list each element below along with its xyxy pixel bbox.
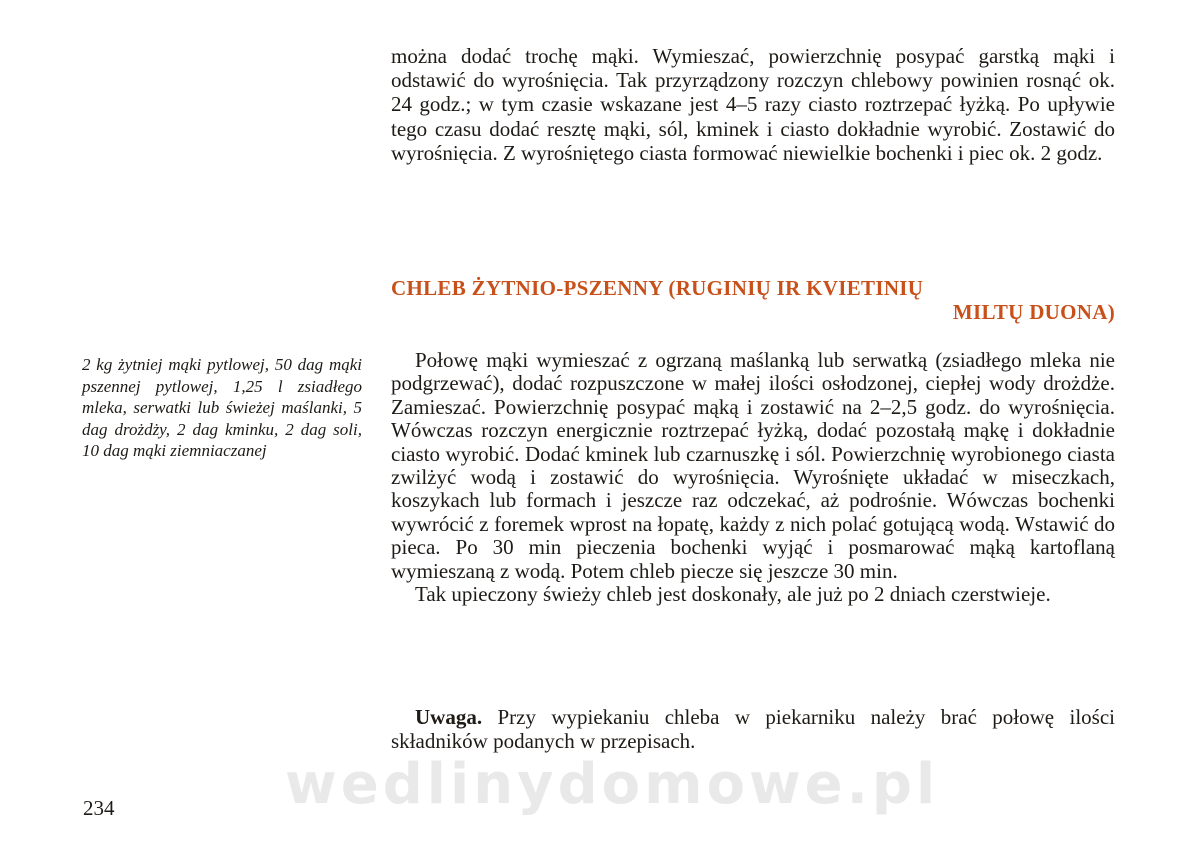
recipe-instructions — [391, 349, 1115, 606]
ingredients-list: 2 kg żytniej mąki pytlowej, 50 dag mąki pszennej pytlowej, 1,25 l zsiadłego mleka, serwatki lub świeżej maślanki, 5 dag drożdży, 2 dag kminku, 2 dag soli, 10 dag mąki ziemniaczanej — [82, 355, 362, 461]
watermark: wedlinydomowe.pl — [285, 752, 940, 817]
continued-recipe-paragraph: można dodać trochę mąki. Wymieszać, powierzchnię posypać garstką mąki i odstawić do wyrośnięcia. Tak przyrządzony rozczyn chlebowy powinien rosnąć ok. 24 godz.; w tym czasie wskazane jest 4–5 razy ciasto roztrzepać łyżką. Po upływie tego czasu dodać resztę mąki, sól, kminek i ciasto dokładnie wyrobić. Zostawić do wyrośnięcia. Z wyrośniętego ciasta formować niewielkie bochenki i piec ok. 2 godz. — [391, 44, 1115, 165]
note-label: Uwaga. — [415, 705, 483, 729]
instructions-paragraph-2: Tak upieczony świeży chleb jest doskonały, ale już po 2 dniach czerstwieje. — [415, 582, 1051, 607]
note-text: Przy wypiekaniu chleba w piekarniku należy brać połowę ilości składników podanych w przepisach. — [391, 705, 1115, 753]
recipe-title — [391, 276, 1115, 324]
recipe-title-line-2: MILTŲ DUONA) — [952, 300, 1115, 324]
page-number: 234 — [83, 796, 115, 820]
recipe-title-line-1: CHLEB ŻYTNIO-PSZENNY (RUGINIŲ IR KVIETINIŲ — [391, 276, 924, 300]
recipe-note — [391, 705, 1115, 753]
instructions-paragraph-1: Połowę mąki wymieszać z ogrzaną maślanką lub serwatką (zsiadłego mleka nie podgrzewać), dodać rozpuszczone w małej ilości osłodzonej, ciepłej wody drożdże. Zamieszać. Powierzchnię posypać mąką i zostawić na 2–2,5 godz. do wyrośnięcia. Wówczas rozczyn energicznie roztrzepać łyżką, dodać pozostałą mąkę i dokładnie ciasto wyrobić. Dodać kminek lub czarnuszkę i sól. Powierzchnię wyrobionego ciasta zwilżyć wodą i zostawić do wyrośnięcia. Wyrośnięte układać w miseczkach, koszykach lub formach i jeszcze raz odczekać, aż podrośnie. Wówczas bochenki wywrócić z foremek wprost na łopatę, każdy z nich polać gotującą wodą. Wstawić do pieca. Po 30 min pieczenia bochenki wyjąć i posmarować mąką kartoflaną wymieszaną z wodą. Potem chleb piecze się jeszcze 30 min. — [391, 348, 1115, 583]
